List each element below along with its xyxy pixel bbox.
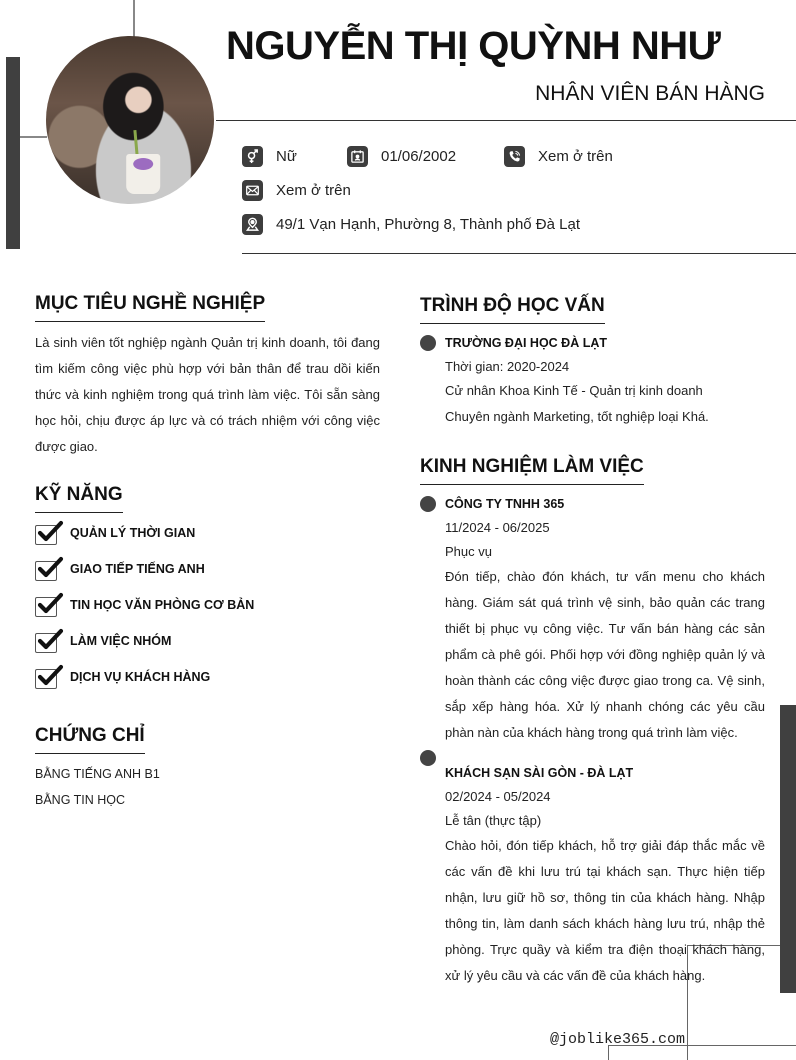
contact-gender xyxy=(242,146,297,167)
timeline-bullet xyxy=(420,335,436,351)
contact-address xyxy=(242,214,580,235)
experience-period: 11/2024 - 06/2025 xyxy=(445,520,550,535)
experience-period: 02/2024 - 05/2024 xyxy=(445,789,551,804)
job-title: NHÂN VIÊN BÁN HÀNG xyxy=(535,82,765,105)
skill-label: LÀM VIỆC NHÓM xyxy=(70,634,172,648)
mail-icon xyxy=(242,180,263,201)
decorative-line-left xyxy=(20,136,47,138)
experience-company: CÔNG TY TNHH 365 xyxy=(445,497,565,511)
education-major: Chuyên ngành Marketing, tốt nghiệp loại Khá. xyxy=(445,409,709,424)
watermark: @joblike365.com xyxy=(550,1031,686,1048)
experience-position: Phục vụ xyxy=(445,544,492,559)
experience-company: KHÁCH SẠN SÀI GÒN - ĐÀ LẠT xyxy=(445,766,634,780)
gender-icon xyxy=(242,146,263,167)
avatar-detail xyxy=(127,154,161,194)
education-school: TRƯỜNG ĐẠI HỌC ĐÀ LẠT xyxy=(445,336,607,350)
decorative-bar-left xyxy=(6,57,20,249)
experience-description: Đón tiếp, chào đón khách, tư vấn menu cho khách hàng. Giám sát quá trình vệ sinh, bảo quản các trang thiết bị phục vụ công việc. Tư vấn bán hàng các sản phẩm cà phê gói. Phối hợp với đồng nghiệp quản lý và hoàn thành các công việc được giao trong ca. Vệ sinh, sắp xếp hàng hóa. Xử lý nhanh chóng các yêu cầu phàn nàn của khách hàng trong quá trình làm việc. xyxy=(445,569,765,740)
birthday-value: 01/06/2002 xyxy=(381,148,457,165)
experience-description: Chào hỏi, đón tiếp khách, hỗ trợ giải đáp thắc mắc về các vấn đề khi lưu trú tại khách sạn. Thực hiện tiếp nhận, lưu giữ hồ sơ, thông tin của khách hàng. Nhập thông tin, làm danh sách khách hàng lưu trú, nhập thẻ phòng. Trực quầy và kiểm tra điện thoại khách hàng, xử lý yêu cầu và các vấn đề của khách hàng. xyxy=(445,838,765,983)
avatar-photo xyxy=(46,36,214,204)
skill-label: TIN HỌC VĂN PHÒNG CƠ BẢN xyxy=(70,598,255,612)
section-title-experience: KINH NGHIỆM LÀM VIỆC xyxy=(420,456,644,485)
section-title-education: TRÌNH ĐỘ HỌC VẤN xyxy=(420,295,605,324)
contact-email xyxy=(242,180,351,201)
divider xyxy=(216,120,796,121)
skill-item xyxy=(35,557,205,581)
section-title-objective: MỤC TIÊU NGHỀ NGHIỆP xyxy=(35,293,265,322)
candidate-name: NGUYỄN THỊ QUỲNH NHƯ xyxy=(226,24,721,68)
experience-position: Lễ tân (thực tập) xyxy=(445,813,542,828)
checkbox-checked-icon xyxy=(35,629,63,653)
section-title-skills: KỸ NĂNG xyxy=(35,484,123,513)
section-title-certificates: CHỨNG CHỈ xyxy=(35,725,145,754)
checkbox-checked-icon xyxy=(35,665,63,689)
education-period: Thời gian: 2020-2024 xyxy=(445,359,570,374)
address-value: 49/1 Vạn Hạnh, Phường 8, Thành phố Đà Lạt xyxy=(276,216,580,233)
skill-item xyxy=(35,593,254,617)
timeline-bullet xyxy=(420,750,436,766)
timeline-bullet xyxy=(420,496,436,512)
contact-phone xyxy=(504,146,613,167)
gender-value: Nữ xyxy=(276,148,297,165)
phone-icon xyxy=(504,146,525,167)
contact-birthday xyxy=(347,146,456,167)
checkbox-checked-icon xyxy=(35,593,63,617)
education-degree: Cử nhân Khoa Kinh Tế - Quản trị kinh doanh xyxy=(445,383,703,398)
objective-text: Là sinh viên tốt nghiệp ngành Quản trị kinh doanh, tôi đang tìm kiếm công việc phù hợp với bản thân để trau dồi kiến thức và kinh nghiệm trong quá trình làm việc. Tôi sẵn sàng học hỏi, chịu được áp lực và có trách nhiệm với công việc được giao. xyxy=(35,335,380,454)
calendar-icon xyxy=(347,146,368,167)
skill-label: GIAO TIẾP TIẾNG ANH xyxy=(70,562,205,576)
divider xyxy=(242,253,796,254)
certificate-item: BẰNG TIẾNG ANH B1 xyxy=(35,767,160,781)
decorative-bar-right xyxy=(780,705,796,993)
phone-value: Xem ở trên xyxy=(538,148,613,165)
skill-item xyxy=(35,521,195,545)
checkbox-checked-icon xyxy=(35,521,63,545)
skill-item xyxy=(35,665,210,689)
decorative-line-top xyxy=(133,0,135,38)
skill-label: QUẢN LÝ THỜI GIAN xyxy=(70,526,196,540)
skill-item xyxy=(35,629,171,653)
location-icon xyxy=(242,214,263,235)
certificate-item: BẰNG TIN HỌC xyxy=(35,793,126,807)
checkbox-checked-icon xyxy=(35,557,63,581)
skill-label: DỊCH VỤ KHÁCH HÀNG xyxy=(70,670,211,684)
email-value: Xem ở trên xyxy=(276,182,351,199)
